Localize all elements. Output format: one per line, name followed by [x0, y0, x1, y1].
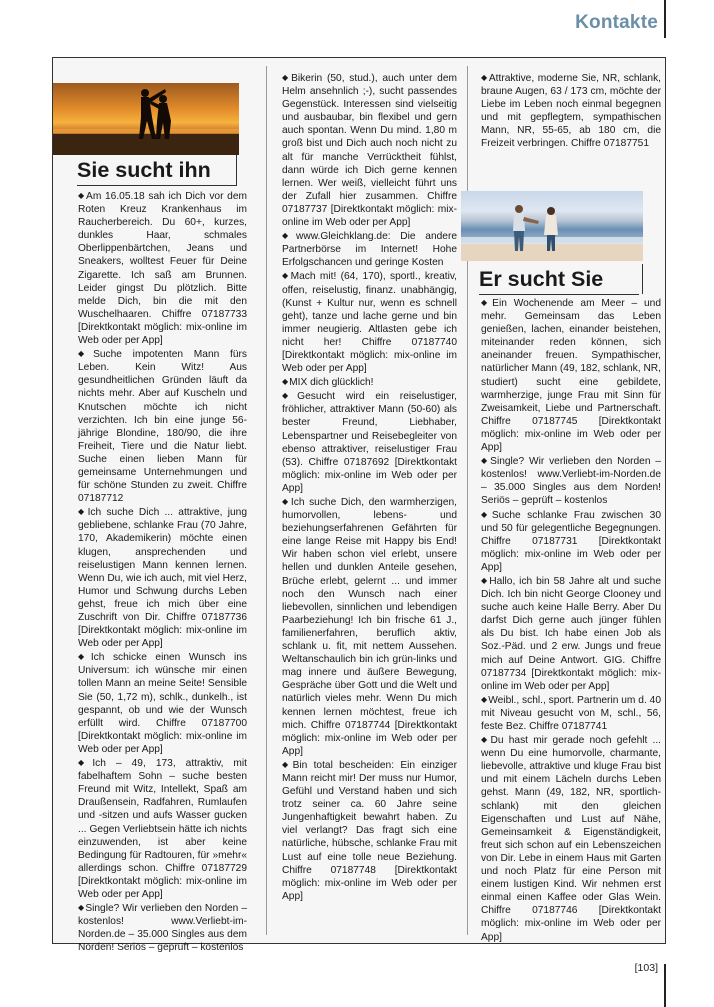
diamond-bullet-icon: ◆: [282, 377, 289, 387]
diamond-bullet-icon: ◆: [282, 497, 290, 506]
diamond-bullet-icon: ◆: [481, 298, 492, 307]
classified-ad: ◆www.Gleichklang.de: Die andere Partnerbörse im Internet! Hohe Erfolgschancen und geringe Kosten: [282, 231, 458, 269]
classified-ad: ◆Ich – 49, 173, attraktiv, mit fabelhaftem Sohn – suche besten Freund mit Witz, Intellekt, Spaß am Draußensein, Radfahren, Rumlaufen und -sitzen und aufs Wasser gucken ... Gegen Verliebtsein hätte ich nichts einzuwenden, ist aber keine Bedingung für Radtouren, für »mehr« allerdings schon. Chiffre 07187729 [Direktkontakt möglich: mix-online im Web oder per App]: [78, 758, 247, 900]
classified-ad: ◆Hallo, ich bin 58 Jahre alt und suche Dich. Ich bin nicht George Clooney und suche auch keine Halle Berry. Aber Du darfst Dich gerne auch jünger fühlen als Du bist. Ich habe einen Job als Soz.-Päd. und 2 erw. Jungs und freue mich auf Deine Antwort. GIG. Chiffre 07187734 [Direktkontakt möglich: mix-online im Web oder per App]: [481, 575, 662, 692]
section-title: Kontakte: [575, 12, 658, 33]
diamond-bullet-icon: ◆: [78, 349, 93, 359]
classified-ad: ◆MIX dich glücklich!: [282, 377, 374, 389]
diamond-bullet-icon: ◆: [282, 73, 291, 82]
column-divider: [266, 66, 267, 935]
classified-ad: ◆Suche schlanke Frau zwischen 30 und 50 für gelegentliche Begegnungen. Chiffre 07187731 [Direktkontakt möglich: mix-online im Web oder per App]: [481, 509, 662, 573]
classified-ad: ◆Single? Wir verlieben den Norden – kostenlos! www.Verliebt-im-Norden.de – 35.000 Singles aus dem Norden! Seriös – geprüft – kostenlos: [78, 903, 248, 954]
classified-ad: ◆Mach mit! (64, 170), sportl., kreativ, offen, reiselustig, finanz. unabhängig, (Kunst + Kultur nur, wenn es schnell geht), tanze und lache gerne und bin immer neugierig. Altlasten gebe ich nicht her! Chiffre 07187740 [Direktkontakt möglich: mix-online im Web oder per App]: [282, 271, 458, 375]
diamond-bullet-icon: ◆: [78, 652, 90, 662]
footer-rule: [664, 964, 666, 1007]
diamond-bullet-icon: ◆: [78, 191, 86, 200]
heading-rule: [77, 185, 237, 186]
section-heading-men: Er sucht Sie: [479, 267, 604, 291]
heading-rule: [479, 294, 639, 295]
section-heading-women: Sie sucht ihn: [77, 158, 211, 182]
header-rule: [664, 0, 666, 38]
diamond-bullet-icon: ◆: [481, 456, 490, 466]
ads-list-column-3-top: [481, 71, 661, 151]
diamond-bullet-icon: ◆: [282, 231, 296, 241]
classified-ad: ◆Ein Wochenende am Meer – und mehr. Gemeinsam das Leben genießen, lachen, einander beistehen, miteinander reden können, sich aneinander freuen. Sympathischer, natürlicher Mann (49, 182, schlank, NR, studiert) sucht eine gebildete, warmherzige, junge Frau mit Sinn für Zweisamkeit, Liebe und Partnerschaft. Chiffre 07187745 [Direktkontakt möglich: mix-online im Web oder per App]: [481, 298, 661, 454]
classified-ad: ◆Attraktive, moderne Sie, NR, schlank, braune Augen, 63 / 173 cm, möchte der Liebe im Leben noch einmal begegnen und mit gepflegtem, sympathischen Mann, NR, 55-65, ab 180 cm, die Freizeit verbringen. Chiffre 07187751: [481, 73, 662, 150]
classified-ad: ◆Am 16.05.18 sah ich Dich vor dem Roten Kreuz Krankenhaus im Raucherbereich. Du 60+, kurzes, dunkles Haar, schmales Oberlippenbärtchen, Jeans und Sneakers, wolltest Feuer für Deine Zigarette. Ich saß am Brunnen. Leider gingst Du plötzlich. Bitte melde Dich, bin die mit den Wuschelhaaren. Chiffre 07187733 [Direktkontakt möglich: mix-online im Web oder per App]: [78, 191, 247, 347]
classified-ad: ◆Gesucht wird ein reiselustiger, fröhlicher, attraktiver Mann (50-60) als bester Freund, Liebhaber, Lebenspartner und Reisebegleiter von ebenso attraktiver, reiselustiger Frau (53). Chiffre 07187692 [Direktkontakt möglich: mix-online im Web oder per App]: [282, 391, 457, 494]
classified-ad: ◆Ich suche Dich ... attraktive, jung gebliebene, schlanke Frau (70 Jahre, 170, Akademikerin) möchte einen klugen, ansprechenden und reiselustigen Mann kennen lernen. Wenn Du, wie ich auch, mit viel Herz, Humor und Schwung durchs Leben gehst, freue ich mich über eine Zuschrift von Dir. Chiffre 07187736 [Direktkontakt möglich: mix-online im Web oder per App]: [78, 507, 247, 650]
diamond-bullet-icon: ◆: [78, 758, 92, 768]
sunset-couple-image: [53, 83, 239, 155]
beach-couple-image: [461, 191, 643, 261]
ads-list-column-2: [282, 71, 457, 903]
diamond-bullet-icon: ◆: [481, 575, 489, 585]
diamond-bullet-icon: ◆: [481, 694, 488, 704]
classified-ad: ◆Bin total bescheiden: Ein einziger Mann reicht mir! Der muss nur Humor, Gefühl und Verstand haben und sich trotz seiner ca. 60 Jahre seine Jungenhaftigkeit bewahrt haben. Zu viel verlangt? Das fragt sich eine natürliche, hübsche, schlanke Frau mit Lust auf eine tolle neue Beziehung. Chiffre 07187748 [Direktkontakt möglich: mix-online im Web oder per App]: [282, 759, 457, 902]
classified-ad: ◆Ich suche Dich, den warmherzigen, humorvollen, lebens- und beziehungserfahrenen Gefährten für eine lange Reise mit Happy bis End! Wir haben schon viel erlebt, unsere hellen und dunklen Anteile gesehen, Brüche erlebt, gelernt ... und immer noch den Wunsch nach einer liebevollen, sinnlichen und lebendigen Paarbeziehung! Ich bin frische 61 J., familienerfahren, beruflich aktiv, schlank u. fit, mit nettem Aussehen. Weltanschaulich bin ich grün-links und mag innere und äußere Bewegung, Gespräche über Gott und die Welt und natürlich vieles mehr. Wenn Du mich kennen lernen möchtest, freue ich mich. Chiffre 07187744 [Direktkontakt möglich: mix-online im Web oder per App]: [282, 497, 457, 757]
diamond-bullet-icon: ◆: [481, 509, 491, 519]
diamond-bullet-icon: ◆: [78, 507, 87, 517]
diamond-bullet-icon: ◆: [282, 271, 290, 281]
classified-ad: ◆Du hast mir gerade noch gefehlt ... wenn Du eine humorvolle, charmante, liebevolle, attraktive und kluge Frau bist und mit einem Lächeln durchs Leben gehst. Mann (49, 182, NR, sportlich-schlank) mit den gleichen Eigenschaften und Lust auf Nähe, Gemeinsamkeit & Eigenständigkeit, freut sich schon auf ein Lebenszeichen von Dir. Lebe in einem Haus mit Garten und noch Platz für eine Person mit einem lustigen Kind. Wir nehmen erst einmal einen Kaffee oder Glas Wein. Chiffre 07187746 [Direktkontakt möglich: mix-online im Web oder per App]: [481, 735, 662, 943]
diamond-bullet-icon: ◆: [481, 735, 490, 745]
ads-frame: [52, 57, 666, 954]
column-2: [273, 58, 460, 943]
diamond-bullet-icon: ◆: [78, 903, 85, 913]
diamond-bullet-icon: ◆: [282, 391, 297, 401]
couple-dancing-photo: [53, 83, 239, 155]
column-1: [53, 58, 259, 954]
diamond-bullet-icon: ◆: [282, 759, 292, 769]
page-number: [103]: [634, 962, 658, 974]
diamond-bullet-icon: ◆: [481, 73, 488, 82]
classified-ad: ◆Suche impotenten Mann fürs Leben. Kein Witz! Aus gesundheitlichen Gründen läuft da nichts mehr. Aber auf Kuscheln und Knutschen möchte ich nicht verzichten. Ich bin eine junge 56-jährige Blondine, 180/90, die ihre Freiheit, Tiere und die Natur liebt. Suche einen lieben Mann für gemeinsame Unternehmungen und für schöne Stunden zu zweit. Chiffre 07187712: [78, 349, 248, 505]
couple-beach-photo: [461, 191, 643, 261]
classified-ad: ◆Single? Wir verlieben den Norden – kostenlos! www.Verliebt-im-Norden.de – 35.000 Singles aus dem Norden! Seriös – geprüft – kostenlos: [481, 456, 661, 507]
classified-ad: ◆Bikerin (50, stud.), auch unter dem Helm ansehnlich ;-), sucht passendes Gegenstück. Interessen sind vielseitig und ausbaubar, bin flexibel und gern auch spontan. Wenn Du mind. 1,80 m groß bist und Dich auch noch nicht zu alt für manche Verrücktheit fühlst, dann würde ich Dich gerne kennen lernen. Wer weiß, vielleicht führt uns der Zufall hier zusammen. Chiffre 07187737 [Direktkontakt möglich: mix-online im Web oder per App]: [282, 73, 457, 229]
classified-ad: ◆Weibl., schl., sport. Partnerin um d. 40 mit Niveau gesucht von M, schl., 56, feste Bez. Chiffre 07187741: [481, 694, 661, 732]
heading-rule-tick: [236, 155, 237, 185]
ads-list-column-3-bottom: [481, 296, 661, 944]
ads-list-column-1: [78, 189, 247, 954]
classified-ad: ◆Ich schicke einen Wunsch ins Universum: ich wünsche mir einen tollen Mann an meine Seite! Sensible Sie (50, 1,72 m), schlk., dunkelh., ist gespannt, ob und wie der Wunsch erfüllt wird. Chiffre 07187700 [Direktkontakt möglich: mix-online im Web oder per App]: [78, 652, 248, 755]
heading-rule-tick: [642, 264, 643, 294]
